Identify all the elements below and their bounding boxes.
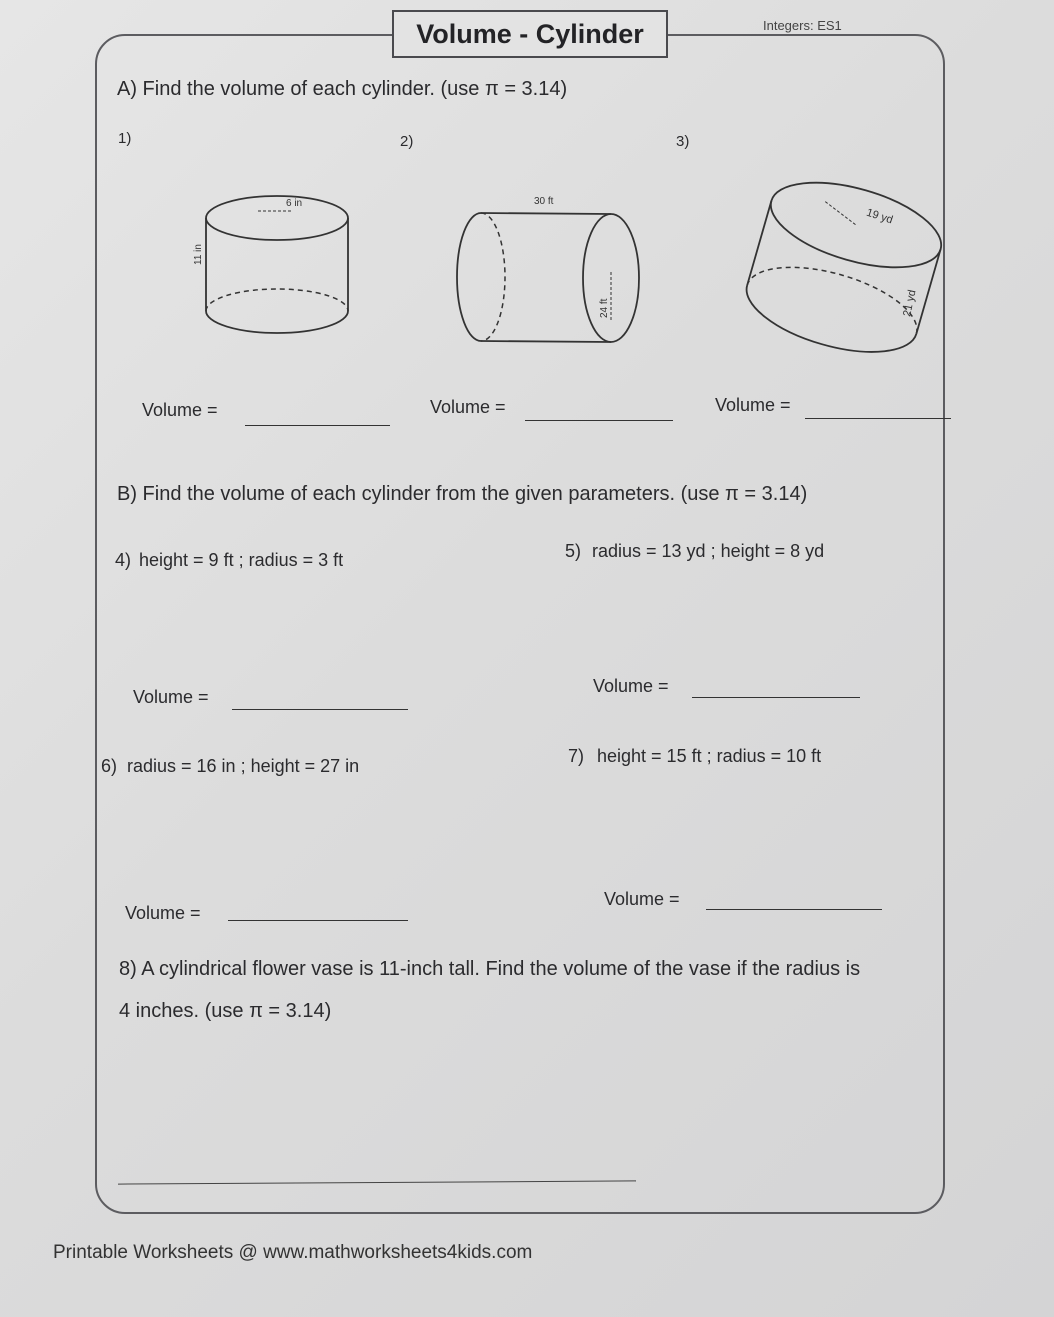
problem-5-number: 5) [565,541,582,561]
problem-2-volume-label: Volume = [430,397,506,417]
figure-1-radius-label: 6 in [286,198,303,209]
problem-6-answer-blank[interactable] [228,920,408,921]
problem-3-number: 3) [676,133,690,150]
problem-2-number: 2) [400,133,414,150]
question-8-line-2: 4 inches. (use π = 3.14) [119,1000,332,1022]
problem-4-answer-blank[interactable] [232,709,408,710]
problem-5-answer-blank[interactable] [692,697,860,698]
figure-3-height-label: 21 yd [901,288,919,318]
figure-2-length-label: 30 ft [534,196,554,207]
problem-5-volume-label: Volume = [593,676,669,696]
problem-3-volume-label: Volume = [715,395,791,415]
cylinder-figure-3 [716,165,956,365]
question-8-line-1: 8) A cylindrical flower vase is 11-inch tall. Find the volume of the vase if the radius is [119,958,861,980]
problem-7-answer-blank[interactable] [706,909,882,910]
problem-6-text: radius = 16 in ; height = 27 in [127,756,360,776]
problem-7-volume-label: Volume = [604,889,680,909]
problem-1-number: 1) [118,130,132,147]
problem-6-volume-label: Volume = [125,903,201,923]
problem-4-text: height = 9 ft ; radius = 3 ft [139,550,344,570]
footer-credit: Printable Worksheets @ www.mathworksheets4kids.com [53,1242,533,1263]
worksheet-tag: Integers: ES1 [763,18,842,33]
problem-5-text: radius = 13 yd ; height = 8 yd [592,541,825,561]
figure-3-radius-label: 19 yd [864,206,895,227]
problem-4-volume-label: Volume = [133,687,209,707]
problem-7-text: height = 15 ft ; radius = 10 ft [597,746,822,766]
problem-4-number: 4) [115,550,132,570]
problem-7-number: 7) [568,746,585,766]
figure-2-height-label: 24 ft [599,298,610,318]
problem-3-answer-blank[interactable] [805,418,951,419]
problem-1-answer-blank[interactable] [245,425,390,426]
figure-1-height-label: 11 in [193,244,204,265]
section-a-heading: A) Find the volume of each cylinder. (use π = 3.14) [117,78,568,100]
cylinder-figure-2 [452,190,652,350]
worksheet-title: Volume - Cylinder [392,10,668,58]
section-b-heading: B) Find the volume of each cylinder from the given parameters. (use π = 3.14) [117,483,808,505]
problem-1-volume-label: Volume = [142,400,218,420]
problem-2-answer-blank[interactable] [525,420,673,421]
problem-6-number: 6) [101,756,118,776]
cylinder-figure-1 [170,185,370,345]
